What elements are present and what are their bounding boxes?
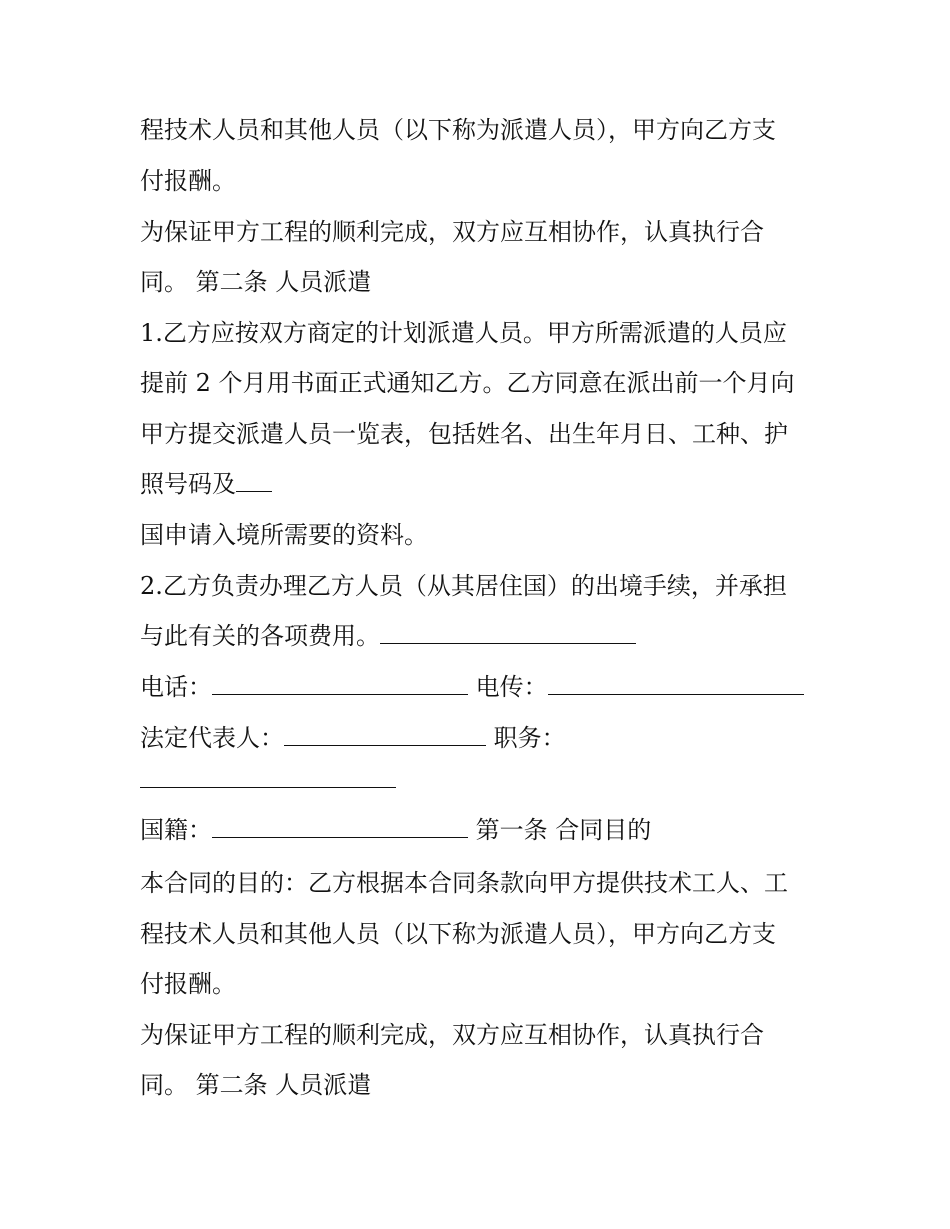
- phone-blank: [212, 674, 468, 695]
- text-line: 程技术人员和其他人员（以下称为派遣人员），甲方向乙方支: [140, 116, 776, 144]
- text-line: 甲方提交派遣人员一览表，包括姓名、出生年月日、工种、护: [140, 420, 788, 448]
- nationality-line: [140, 816, 651, 844]
- text-line: 1.乙方应按双方商定的计划派遣人员。甲方所需派遣的人员应: [140, 319, 787, 347]
- fill-blank: [236, 471, 272, 492]
- text-line: [140, 766, 396, 794]
- line-text: 与此有关的各项费用。: [140, 622, 380, 650]
- text-line: 同。 第二条 人员派遣: [140, 268, 372, 296]
- representative-label: 法定代表人：: [140, 724, 284, 752]
- section-heading: 第一条 合同目的: [475, 816, 652, 844]
- text-line: 为保证甲方工程的顺利完成，双方应互相协作，认真执行合: [140, 218, 764, 246]
- fill-blank: [380, 623, 636, 644]
- phone-fax-line: [140, 673, 804, 701]
- line-text: 照号码及: [140, 470, 236, 498]
- phone-label: 电话：: [140, 673, 212, 701]
- position-label: 职务：: [493, 724, 566, 752]
- fax-blank: [548, 674, 804, 695]
- representative-blank: [284, 725, 486, 746]
- text-line: [140, 470, 272, 498]
- text-line: 为保证甲方工程的顺利完成，双方应互相协作，认真执行合: [140, 1021, 764, 1049]
- text-line: 本合同的目的：乙方根据本合同条款向甲方提供技术工人、工: [140, 869, 788, 897]
- representative-line: [140, 724, 566, 752]
- text-line: 程技术人员和其他人员（以下称为派遣人员），甲方向乙方支: [140, 920, 776, 948]
- fax-label: 电传：: [475, 673, 548, 701]
- position-blank: [140, 767, 396, 788]
- text-line: 2.乙方负责办理乙方人员（从其居住国）的出境手续，并承担: [140, 572, 787, 600]
- text-line: 付报酬。: [140, 167, 236, 195]
- nationality-label: 国籍：: [140, 816, 212, 844]
- text-line: 付报酬。: [140, 970, 236, 998]
- nationality-blank: [212, 817, 468, 838]
- text-line: 提前 2 个月用书面正式通知乙方。乙方同意在派出前一个月向: [140, 369, 795, 397]
- text-line: 国申请入境所需要的资料。: [140, 521, 428, 549]
- text-line: [140, 622, 636, 650]
- text-line: 同。 第二条 人员派遣: [140, 1071, 372, 1099]
